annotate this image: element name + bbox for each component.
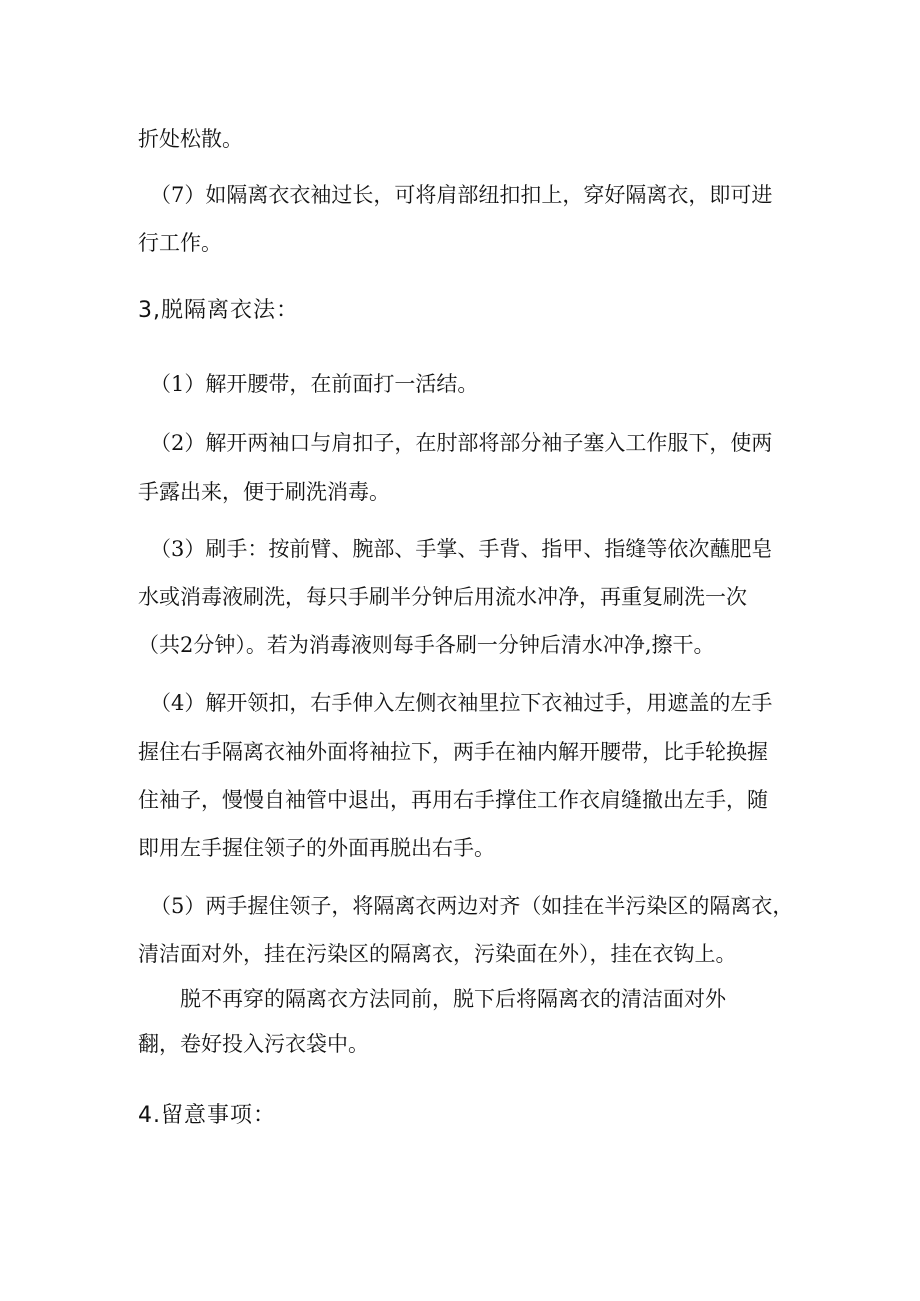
text-line-6: （2）解开两袖口与肩扣子，在肘部将部分袖子塞入工作服下，使两 bbox=[150, 431, 773, 455]
text-line-5: （1）解开腰带，在前面打一活结。 bbox=[150, 372, 479, 396]
text-line-7: 手露出来，便于刷洗消毒。 bbox=[138, 480, 390, 504]
text-line-3: 行工作。 bbox=[138, 231, 222, 255]
section-heading-3: 3,脱隔离衣法： bbox=[138, 298, 299, 323]
text-line-1: 折处松散。 bbox=[138, 127, 243, 151]
text-line-11: （4）解开领扣，右手伸入左侧衣袖里拉下衣袖过手，用遮盖的左手 bbox=[150, 691, 773, 715]
text-line-8: （3）刷手：按前臂、腕部、手掌、手背、指甲、指缝等依次蘸肥皂 bbox=[150, 537, 773, 561]
text-line-16: 清洁面对外，挂在污染区的隔离衣，污染面在外），挂在衣钩上。 bbox=[138, 942, 737, 966]
section-heading-4: 4.留意事项： bbox=[138, 1103, 276, 1128]
text-line-17: 脱不再穿的隔离衣方法同前，脱下后将隔离衣的清洁面对外 bbox=[180, 987, 726, 1011]
text-line-13: 住袖子，慢慢自袖管中退出，再用右手撑住工作衣肩缝撤出左手，随 bbox=[138, 788, 768, 812]
text-line-2: （7）如隔离衣衣袖过长，可将肩部纽扣扣上，穿好隔离衣，即可进 bbox=[150, 183, 773, 207]
text-line-15: （5）两手握住领子，将隔离衣两边对齐（如挂在半污染区的隔离衣， bbox=[150, 894, 794, 918]
text-line-10: （共2分钟）。若为消毒液则每手各刷一分钟后清水冲净,擦干。 bbox=[138, 633, 715, 657]
text-line-18: 翻，卷好投入污衣袋中。 bbox=[138, 1032, 369, 1056]
text-line-14: 即用左手握住领子的外面再脱出右手。 bbox=[138, 836, 495, 860]
text-line-12: 握住右手隔离衣袖外面将袖拉下，两手在袖内解开腰带，比手轮换握 bbox=[138, 740, 768, 764]
text-line-9: 水或消毒液刷洗，每只手刷半分钟后用流水冲净，再重复刷洗一次 bbox=[138, 585, 747, 609]
